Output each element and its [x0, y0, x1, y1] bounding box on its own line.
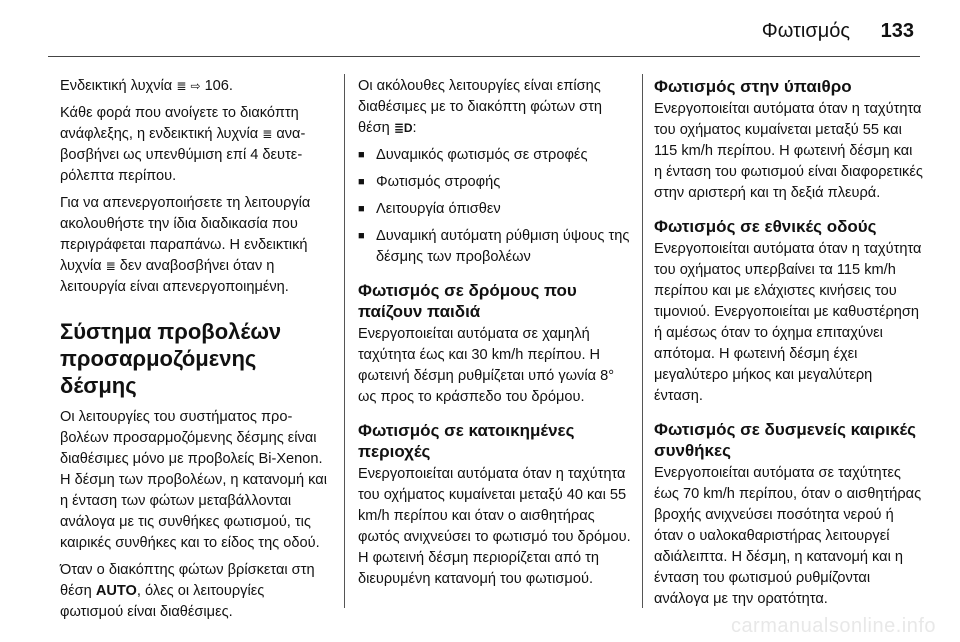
subsection-heading: Φωτισμός σε εθνικές οδούς	[654, 217, 877, 236]
paragraph: Όταν ο διακόπτης φώτων βρίσκεται στη θέση AUTO, όλες οι λειτουργίες φωτισμού είναι διαθέσιμες.	[60, 562, 315, 620]
column-divider	[344, 74, 345, 608]
paragraph: Για να απενεργοποιήσετε τη λειτουργία ακολουθήστε την ίδια διαδικασία που περιγράφεται παραπάνω. Η ενδεικτική λυχνία ≣ δεν αναβοσβήνει όταν η λειτουργία είναι απενεργοποιημένη.	[60, 195, 311, 295]
paragraph: Ενεργοποιείται αυτόματα σε χαμηλή ταχύτητα έως και 30 km/h περίπου. Η φωτεινή δέσμη ρυθμίζεται υπό γωνία 8° ως προς το κράσπεδο του δρόμου.	[358, 326, 615, 405]
column-3	[654, 76, 924, 616]
paragraph: Ενεργοποιείται αυτόματα όταν η ταχύτητα του οχήματος κυμαίνεται μεταξύ 55 και 115 km/h περίπου. Η φωτεινή δέσμη και η ένταση του φωτισμού είναι διαφορετικές στην αριστερή και τη δεξιά πλευρά.	[654, 101, 923, 201]
subsection-heading: Φωτισμός σε δυσμενείς καιρικές συνθήκες	[654, 420, 916, 460]
paragraph: Ενεργοποιείται αυτόματα όταν η ταχύτητα του οχήματος υπερβαίνει τα 115 km/h περίπου και με ελάχιστες κινήσεις του τιμονιού. Ενεργοποιείται με καθυστέρηση ή αμέσως όταν το όχημα επιταχύνει απότομα. Η φωτεινή δέσμη έχει μεγαλύτερο μήκος και μεγαλύτερη ένταση.	[654, 241, 922, 404]
page-ref-arrow-icon: ⇨	[190, 79, 201, 93]
indicator-reference: Ενδεικτική λυχνία ≣ ⇨ 106.	[60, 76, 330, 97]
section-title: Φωτισμός	[761, 20, 850, 42]
paragraph: Οι λειτουργίες του συστήματος προβολέων προσαρμοζόμενης δέσμης είναι διαθέσιμες μόνο με προβολείς Bi-Xenon. Η δέσμη των προβολέων, η κατανομή και η ένταση των φώτων μεταβάλλονται ανάλογα με τις συνθήκες φωτισμού, τις καιρικές συνθήκες και το είδος της οδού.	[60, 409, 327, 551]
paragraph: Οι ακόλουθες λειτουργίες είναι επίσης διαθέσιμες με το διακόπτη φώτων στη θέση ≣D:	[358, 76, 636, 139]
section-heading: Σύστημα προβολέων προσαρμοζόμενης δέσμης	[60, 319, 282, 398]
page-ref-link[interactable]: 106.	[204, 78, 233, 94]
list-item: ■ Δυναμική αυτόματη ρύθμιση ύψους της δέσμης των προβολέων	[358, 226, 636, 268]
header-rule	[48, 56, 920, 57]
indicator-lamp-icon: ≣	[176, 79, 187, 93]
list-item: ■ Δυναμικός φωτισμός σε στροφές	[358, 145, 636, 166]
column-1	[60, 76, 330, 629]
feature-list	[358, 145, 636, 268]
list-item: ■ Φωτισμός στροφής	[358, 172, 636, 193]
subsection-heading: Φωτισμός στην ύπαιθρο	[654, 77, 852, 96]
indicator-lamp-icon: ≣	[262, 127, 273, 141]
paragraph: Κάθε φορά που ανοίγετε το διακόπτη ανάφλεξης, η ενδεικτική λυχνία ≣ αναβοσβήνει ως υπενθύμιση επί 4 δευτερόλεπτα περίπου.	[60, 105, 306, 184]
paragraph: Ενεργοποιείται αυτόματα όταν η ταχύτητα του οχήματος κυμαίνεται μεταξύ 40 και 55 km/h περίπου και όταν ο αισθητήρας φωτός ανιχνεύσει το φωτισμό του δρόμου. Η φωτεινή δέσμη περιορίζεται από τη διευρυμένη κατανομή του φωτισμού.	[358, 466, 631, 587]
paragraph: Ενεργοποιείται αυτόματα σε ταχύτητες έως 70 km/h περίπου, όταν ο αισθητήρας βροχής ανιχνεύσει ποσότητα νερού ή όταν ο υαλοκαθαριστήρας λειτουργεί αδιάλειπτα. Η δέσμη, η κατανομή και η ένταση του φωτισμού ρυθμίζονται ανάλογα με την ορατότητα.	[654, 465, 922, 607]
indicator-lamp-icon: ≣	[105, 259, 116, 273]
headlight-switch-icon: ≣D	[393, 121, 413, 135]
column-divider	[642, 74, 643, 608]
auto-position-label: AUTO	[95, 583, 137, 599]
page-number: 133	[880, 20, 914, 42]
list-item: ■ Λειτουργία όπισθεν	[358, 199, 636, 220]
subsection-heading: Φωτισμός σε δρόμους που παίζουν παιδιά	[358, 281, 577, 321]
subsection-heading: Φωτισμός σε κατοικημένες περιοχές	[358, 421, 575, 461]
column-2	[358, 76, 636, 596]
watermark: carmanualsonline.info	[730, 615, 936, 637]
page-header	[0, 0, 960, 58]
